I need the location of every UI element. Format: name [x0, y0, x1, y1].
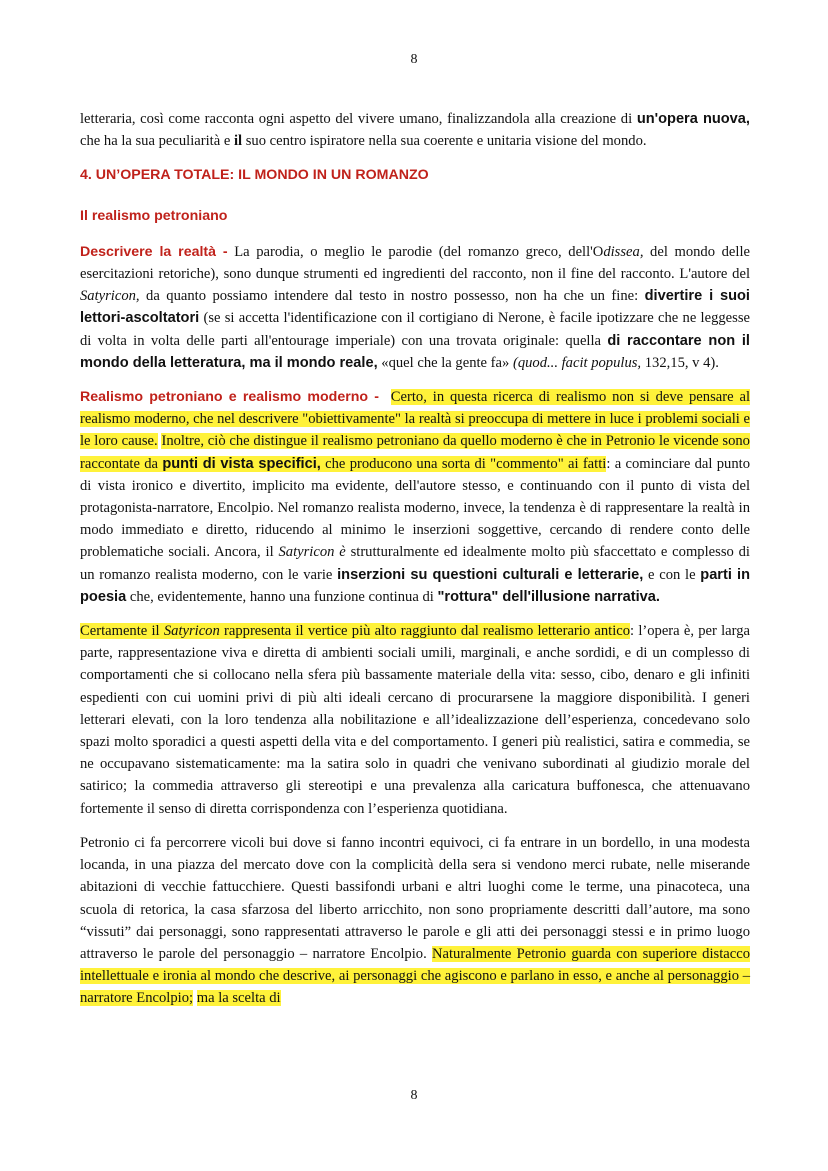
paragraph-intro: [80, 108, 750, 152]
bold-text: parti in poesia: [80, 566, 750, 605]
highlighted-text: [80, 623, 630, 639]
paragraph-realismo-moderno: [80, 386, 750, 608]
text-run: che, evidentemente, hanno una funzione continua di: [126, 588, 438, 605]
text-run: «quel che la gente fa»: [377, 354, 513, 371]
page-number-top: 8: [410, 52, 418, 67]
text-run: del mondo delle esercitazioni retoriche), sono dunque strumenti ed ingredienti del racconto, non il fine del racconto. L'autore del: [80, 243, 750, 283]
paragraph-vertice-realismo: [80, 620, 750, 820]
text-run: Inoltre, ciò che distingue il realismo petroniano da quello moderno è che in Petronio le vicende sono raccontate da: [80, 433, 750, 472]
italic-text: Satyricon: [163, 623, 220, 640]
text-run: letteraria, così come racconta ogni aspetto del vivere umano, finalizzandola alla creazione di: [80, 111, 637, 127]
italic-text: è: [339, 544, 346, 561]
italic-text: Satyricon: [278, 544, 335, 561]
bold-text: "rottura" dell'illusione narrativa.: [437, 588, 660, 605]
paragraph-lead: Realismo petroniano e realismo moderno -: [80, 389, 379, 406]
text-run: Certamente il: [80, 623, 164, 640]
text-run: suo centro ispiratore nella sua coerente e unitaria visione del mondo.: [242, 133, 647, 150]
text-run: che producono una sorta di "commento" ai fatti: [320, 455, 607, 472]
text-run: 132,15, v 4).: [641, 354, 719, 371]
bold-text: il: [233, 133, 243, 150]
highlighted-text: Certo, in questa ricerca di realismo non si deve pensare al realismo moderno, che nel descrivere "obiettivamente" la realtà si preoccupa di mettere in luce i problemi sociali e le loro cause.: [80, 389, 751, 450]
paragraph-lead: Descrivere la realtà -: [80, 243, 228, 260]
italic-text: dissea,: [603, 243, 644, 260]
text-run: La parodia, o meglio le parodie (del romanzo greco, dell'O: [227, 243, 604, 260]
italic-text: Satyricon,: [80, 288, 140, 305]
text-run: e con le: [643, 566, 701, 583]
section-heading: 4. UN’OPERA TOTALE: IL MONDO IN UN ROMANZO: [80, 167, 429, 184]
page-number-bottom: 8: [410, 1088, 418, 1103]
bold-text: punti di vista specifici,: [162, 455, 321, 472]
text-run: : l’opera è, per larga parte, rappresentazione viva e diretta di ambienti sociali umili, marginali, e anche sordidi, e di un complesso di comportamenti che si collocano nella sfera più bassamente materiale della vita: sesso, cibo, denaro e gli infiniti espedienti con cui uomini privi di più alti ideali cercano di procurarsene la maggiore disponibilità. I generi letterari elevati, con la loro tendenza alla nobilitazione e all’idealizzazione dell’esperienza, concedevano solo spazi molto sporadici a questi aspetti della vita e del comportamento. I generi più realistici, satira e commedia, se ne occupavano sistematicamente: ma la satira solo in quadri che venivano subordinati al giudizio morale del satirico; la commedia attraverso gli stereotipi e una prevalenza alla caricatura buffonesca, che attenuavano fortemente il senso di diretta corrispondenza con l’esperienza quotidiana.: [80, 623, 750, 817]
text-run: Petronio ci fa percorrere vicoli bui dove si fanno incontri equivoci, ci fa entrare in un bordello, in una modesta locanda, in una piazza del mercato dove con la complicità della sera si vendono merci rubate, nelle miserande abitazioni di vecchie fattucchiere. Questi bassifondi urbani e altri luoghi come le terme, una pinacoteca, una scuola di retorica, la casa sfarzosa del liberto arricchito, non sono propriamente descritti dall’autore, ma sono “vissuti” dai personaggi, sono rappresentati attraverso le parole e gli atti dei personaggi stessi e in primo luogo attraverso le parole del personaggio – narratore Encolpio.: [80, 834, 750, 962]
text-run: da quanto possiamo intendere dal testo in nostro possesso, non ha che un fine:: [139, 288, 645, 305]
bold-text: inserzioni su questioni culturali e letterarie,: [337, 566, 644, 583]
text-run: strutturalmente ed idealmente molto più sfaccettato e complesso di un romanzo realista moderno, con le varie: [80, 544, 750, 583]
text-run: (se si accetta l'identificazione con il cortigiano di Nerone, è facile ipotizzare che ne leggesse di volta in volta delle parti all'entourage imperiale) con una trovata originale: quella: [80, 310, 750, 349]
paragraph-luoghi: [80, 832, 750, 1010]
italic-text: (quod... facit populus,: [512, 354, 642, 371]
highlighted-text: ma la scelta di: [196, 990, 281, 1007]
paragraph-descrivere-realta: [80, 241, 750, 374]
bold-text: di raccontare non il mondo della letteratura, ma il mondo reale,: [80, 332, 750, 371]
document-body: [80, 108, 750, 1022]
text-run: che ha la sua peculiarità e: [80, 133, 234, 150]
bold-text: divertire i suoi lettori-ascoltatori: [80, 288, 750, 327]
text-run: rappresenta il vertice più alto raggiunto dal realismo letterario antico: [219, 623, 631, 640]
highlighted-text: Naturalmente Petronio guarda con superiore distacco intellettuale e ironia al mondo che descrive, ai personaggi che agiscono e parlano in esso, e anche al personaggio – narratore Encolpio;: [80, 945, 750, 1007]
bold-text: un'opera nuova,: [636, 111, 750, 127]
text-run: : a cominciare dal punto di vista ironico e divertito, implicito ma evidente, dell'autore stesso, e continuando con il punto di vista del protagonista-narratore, Encolpio. Nel romanzo realista moderno, invece, la tendenza è di rappresentare la realtà in modo immediato e diretto, riducendo al minimo le inserzioni soggettive, cercando di rendere conto delle problematiche sociali. Ancora, il: [80, 455, 750, 561]
subsection-heading: Il realismo petroniano: [80, 207, 228, 224]
